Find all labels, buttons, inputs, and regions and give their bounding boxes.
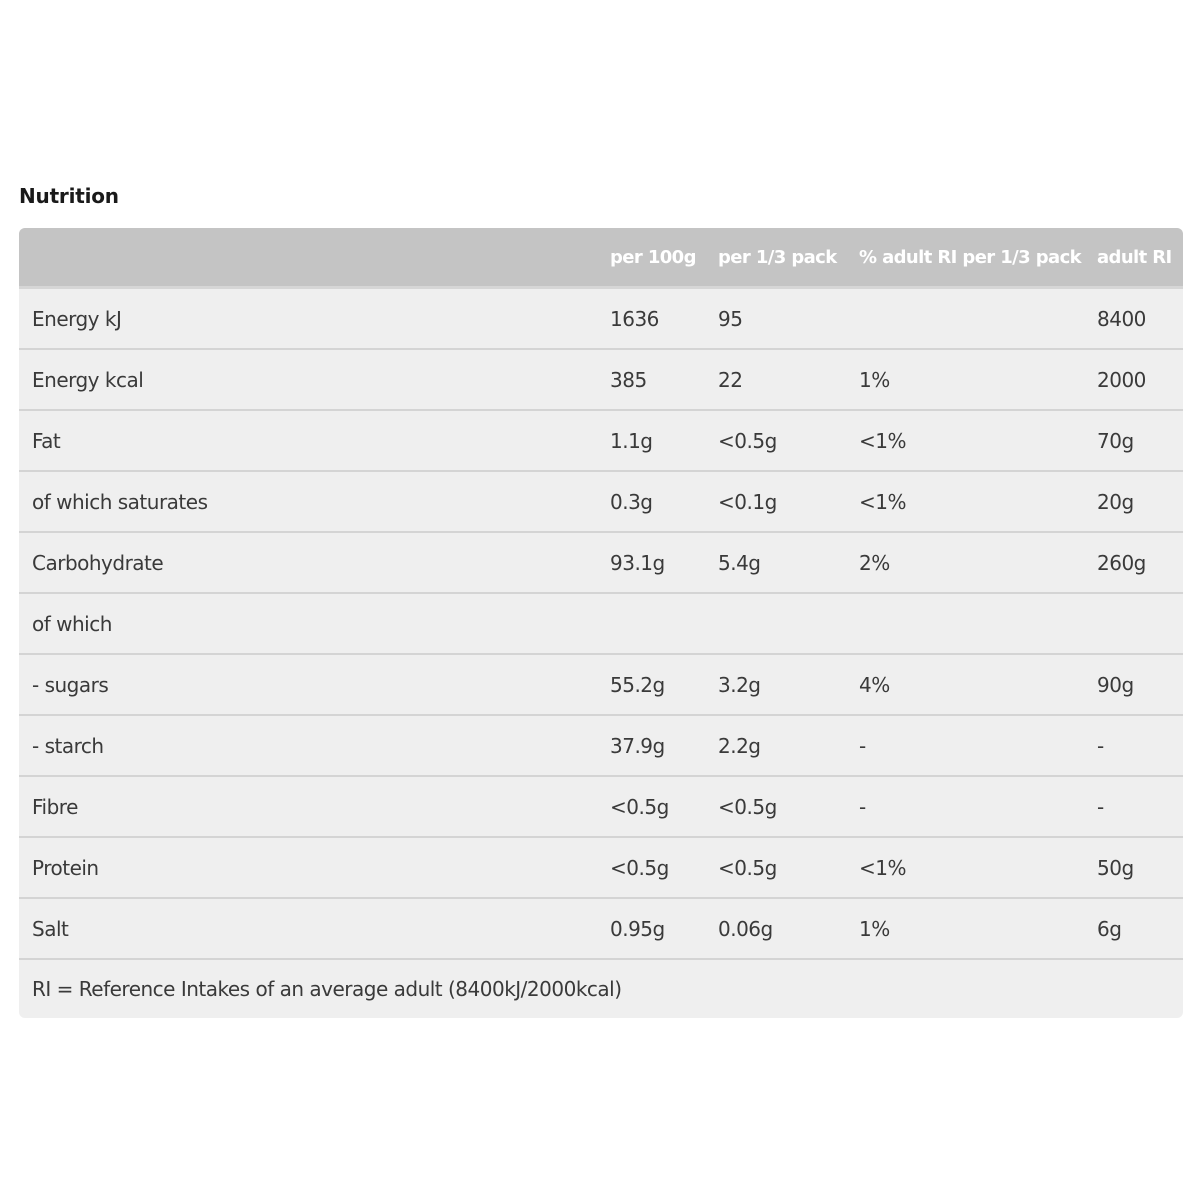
nutrient-name: - sugars [19,654,597,715]
value-adult-ri: 90g [1084,654,1183,715]
table-row [19,471,1183,532]
value-percent-ri: <1% [846,410,1084,471]
value-percent-ri: 1% [846,349,1084,410]
column-header-adult-ri: adult RI [1084,228,1183,288]
table-body [19,288,1183,1019]
value-per-third-pack: 2.2g [705,715,846,776]
value-per-100g: 55.2g [597,654,705,715]
nutrient-name: Salt [19,898,597,959]
value-percent-ri: 4% [846,654,1084,715]
value-percent-ri: <1% [846,471,1084,532]
value-per-100g: 0.95g [597,898,705,959]
value-percent-ri: - [846,715,1084,776]
nutrition-table [19,228,1183,1018]
value-per-100g: <0.5g [597,776,705,837]
value-per-100g: 1636 [597,288,705,350]
value-adult-ri: 260g [1084,532,1183,593]
value-per-third-pack: <0.5g [705,776,846,837]
value-adult-ri [1084,593,1183,654]
column-header-percent-ri: % adult RI per 1/3 pack [846,228,1084,288]
value-per-100g: 93.1g [597,532,705,593]
value-per-third-pack: 0.06g [705,898,846,959]
value-per-100g: <0.5g [597,837,705,898]
table-header-row [19,228,1183,288]
value-per-third-pack: 3.2g [705,654,846,715]
value-percent-ri: 1% [846,898,1084,959]
column-header-per-100g: per 100g [597,228,705,288]
value-adult-ri: 6g [1084,898,1183,959]
footnote: RI = Reference Intakes of an average adult (8400kJ/2000kcal) [32,977,622,1001]
value-percent-ri: 2% [846,532,1084,593]
nutrient-name: Protein [19,837,597,898]
column-header-per-third-pack: per 1/3 pack [705,228,846,288]
table-row [19,593,1183,654]
value-per-third-pack: 5.4g [705,532,846,593]
value-per-100g: 0.3g [597,471,705,532]
value-per-third-pack: 22 [705,349,846,410]
page-title: Nutrition [19,184,119,208]
nutrient-name: of which saturates [19,471,597,532]
value-percent-ri: - [846,776,1084,837]
table-row [19,410,1183,471]
nutrient-name: of which [19,593,597,654]
value-adult-ri: 70g [1084,410,1183,471]
nutrient-name: Fibre [19,776,597,837]
nutrition-table-container [19,228,1183,1018]
value-per-100g: 385 [597,349,705,410]
table-row [19,837,1183,898]
value-percent-ri [846,593,1084,654]
table-row [19,715,1183,776]
table-row [19,654,1183,715]
value-per-third-pack: <0.1g [705,471,846,532]
nutrient-name: Energy kJ [19,288,597,350]
table-row [19,776,1183,837]
nutrient-name: Energy kcal [19,349,597,410]
column-header-nutrient [19,228,597,288]
value-adult-ri: 50g [1084,837,1183,898]
table-row [19,349,1183,410]
value-adult-ri: 2000 [1084,349,1183,410]
value-per-third-pack: 95 [705,288,846,350]
footnote-row [19,959,1183,1018]
table-row [19,288,1183,350]
value-per-third-pack: <0.5g [705,837,846,898]
value-per-third-pack: <0.5g [705,410,846,471]
table-row [19,532,1183,593]
value-percent-ri: <1% [846,837,1084,898]
value-per-100g: 37.9g [597,715,705,776]
value-per-100g: 1.1g [597,410,705,471]
value-adult-ri: - [1084,776,1183,837]
value-per-third-pack [705,593,846,654]
table-row [19,898,1183,959]
nutrient-name: Fat [19,410,597,471]
value-per-100g [597,593,705,654]
nutrient-name: - starch [19,715,597,776]
nutrient-name: Carbohydrate [19,532,597,593]
value-adult-ri: 8400 [1084,288,1183,350]
value-adult-ri: - [1084,715,1183,776]
value-adult-ri: 20g [1084,471,1183,532]
value-percent-ri [846,288,1084,350]
